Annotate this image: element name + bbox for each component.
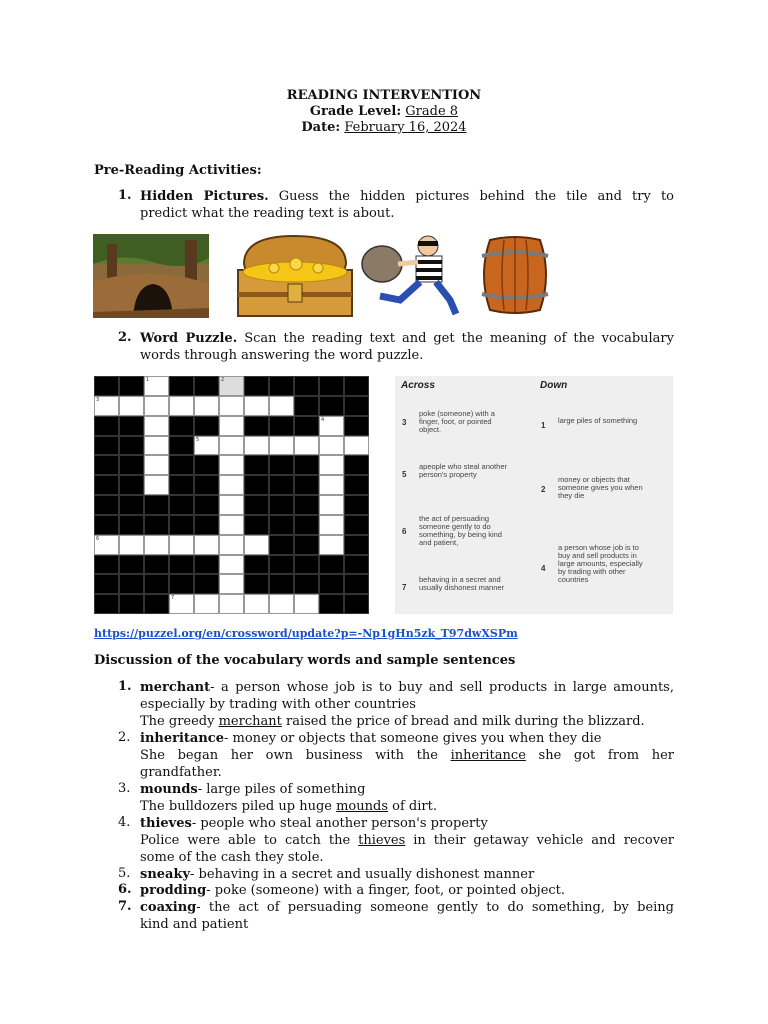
crossword-block xyxy=(194,555,219,575)
sample-sentence-cont: grandfather. xyxy=(140,765,222,780)
vocab-definition xyxy=(140,781,674,798)
crossword-block xyxy=(294,416,319,436)
clue-text: large piles of something xyxy=(558,416,638,425)
crossword-cell[interactable] xyxy=(244,396,269,416)
crossword-block xyxy=(244,555,269,575)
crossword-block xyxy=(169,555,194,575)
crossword-block xyxy=(169,455,194,475)
crossword-block xyxy=(294,515,319,535)
crossword-cell[interactable] xyxy=(144,535,169,555)
crossword-block xyxy=(269,475,294,495)
vocab-definition xyxy=(140,815,674,832)
sample-sentence-cont: some of the cash they stole. xyxy=(140,850,324,865)
clue-text: poke (someone) with a finger, foot, or pointed object. xyxy=(419,409,495,434)
crossword-block xyxy=(144,515,169,535)
hidden-pictures-text: Guess the hidden pictures behind the tile and try to xyxy=(268,189,674,204)
crossword-block xyxy=(169,436,194,456)
clue-text: a person whose job is to buy and sell products in large amounts, especially by trading with other countries xyxy=(558,543,643,584)
crossword-block xyxy=(269,555,294,575)
vocab-def-text: - people who steal another person's property xyxy=(191,816,488,831)
item-number: 4. xyxy=(118,815,131,830)
crossword-block xyxy=(194,416,219,436)
crossword-cell[interactable] xyxy=(294,436,319,456)
sentence-text: of dirt. xyxy=(388,799,437,814)
crossword-cell[interactable] xyxy=(169,535,194,555)
crossword-cell[interactable] xyxy=(269,594,294,614)
treasure-chest-image xyxy=(234,234,356,318)
grade-level-line xyxy=(0,104,768,120)
crossword-block xyxy=(319,574,344,594)
clue-number: 4 xyxy=(541,564,546,573)
vocab-definition-cont: kind and patient xyxy=(140,917,249,932)
sentence-text: The bulldozers piled up huge xyxy=(140,799,337,814)
vocab-word: sneaky xyxy=(140,867,191,882)
word-puzzle-line2: words through answering the word puzzle. xyxy=(140,348,424,363)
crossword-cell[interactable] xyxy=(144,455,169,475)
cave-image xyxy=(93,234,209,318)
crossword-block xyxy=(119,475,144,495)
vocab-definition xyxy=(140,899,674,916)
hidden-pictures-line2: predict what the reading text is about. xyxy=(140,206,395,221)
vocab-def-text: - poke (someone) with a finger, foot, or pointed object. xyxy=(206,883,566,898)
crossword-block xyxy=(94,515,119,535)
crossword-block xyxy=(344,574,369,594)
vocab-definition xyxy=(140,730,674,747)
crossword-block xyxy=(194,495,219,515)
item-number: 3. xyxy=(118,781,131,796)
grade-level-label: Grade Level: xyxy=(309,104,402,119)
crossword-block xyxy=(244,455,269,475)
item-number: 5. xyxy=(118,866,131,881)
cell-number: 3 xyxy=(96,396,100,403)
word-puzzle-title: Word Puzzle. xyxy=(140,331,238,346)
crossword-block xyxy=(244,515,269,535)
crossword-block xyxy=(294,535,319,555)
crossword-cell[interactable] xyxy=(219,555,244,575)
crossword-cell[interactable] xyxy=(244,436,269,456)
pre-reading-heading: Pre-Reading Activities: xyxy=(94,163,262,178)
crossword-cell[interactable] xyxy=(144,416,169,436)
date-label: Date: xyxy=(301,120,341,135)
crossword-cell[interactable] xyxy=(319,475,344,495)
word-puzzle-line1 xyxy=(140,330,674,347)
sentence-keyword: merchant xyxy=(218,714,282,729)
crossword-block xyxy=(144,495,169,515)
crossword-cell[interactable] xyxy=(194,594,219,614)
clue-number: 5 xyxy=(402,470,407,479)
vocab-def-text: - a person whose job is to buy and sell products in large amounts, xyxy=(210,680,674,695)
crossword-block xyxy=(194,515,219,535)
sentence-text: Police were able to catch the xyxy=(140,833,359,848)
hidden-pictures-line1 xyxy=(140,188,674,205)
crossword-block xyxy=(344,416,369,436)
thief-image xyxy=(360,234,466,318)
vocab-word: mounds xyxy=(140,782,198,797)
discussion-heading: Discussion of the vocabulary words and sample sentences xyxy=(94,653,516,668)
vocab-word: thieves xyxy=(140,816,192,831)
crossword-block xyxy=(294,495,319,515)
crossword-cell[interactable] xyxy=(269,396,294,416)
crossword-block xyxy=(94,376,119,396)
vocab-definition-cont: especially by trading with other countries xyxy=(140,697,416,712)
clue-number: 6 xyxy=(402,527,407,536)
crossword-block xyxy=(344,455,369,475)
clue-number: 7 xyxy=(402,583,407,592)
crossword-block xyxy=(119,555,144,575)
crossword-block xyxy=(294,574,319,594)
sentence-keyword: inheritance xyxy=(450,748,526,763)
vocab-word: merchant xyxy=(140,680,211,695)
crossword-block xyxy=(169,495,194,515)
crossword-block xyxy=(269,495,294,515)
crossword-cell[interactable] xyxy=(169,396,194,416)
clue-text: apeople who steal another person's property xyxy=(419,462,507,479)
crossword-cell[interactable] xyxy=(144,436,169,456)
crossword-block xyxy=(244,495,269,515)
crossword-block xyxy=(294,455,319,475)
crossword-block xyxy=(269,376,294,396)
crossword-block xyxy=(119,436,144,456)
crossword-block xyxy=(94,495,119,515)
crossword-cell[interactable] xyxy=(344,436,369,456)
cell-number: 2 xyxy=(221,377,225,383)
crossword-block xyxy=(94,455,119,475)
item-number: 6. xyxy=(118,882,132,897)
sentence-text: The greedy xyxy=(140,714,219,729)
item-number: 1. xyxy=(118,679,132,694)
crossword-clues-panel xyxy=(395,376,673,614)
clue-number: 1 xyxy=(541,421,546,430)
cell-number: 5 xyxy=(196,436,200,443)
sample-sentence xyxy=(140,747,674,764)
vocab-definition xyxy=(140,679,674,696)
vocab-definition xyxy=(140,882,674,899)
cell-number: 1 xyxy=(146,377,150,383)
crossword-cell[interactable] xyxy=(319,416,344,436)
crossword-block xyxy=(119,416,144,436)
clue-number: 3 xyxy=(402,418,407,427)
crossword-block xyxy=(344,515,369,535)
hidden-pictures-title: Hidden Pictures. xyxy=(140,189,269,204)
sample-sentence xyxy=(140,798,674,815)
crossword-cell[interactable] xyxy=(219,594,244,614)
crossword-cell[interactable] xyxy=(169,594,194,614)
crossword-cell[interactable] xyxy=(219,416,244,436)
crossword-cell[interactable] xyxy=(144,376,169,396)
crossword-block xyxy=(344,495,369,515)
crossword-cell[interactable] xyxy=(244,535,269,555)
crossword-cell[interactable] xyxy=(244,594,269,614)
sentence-text: raised the price of bread and milk during the blizzard. xyxy=(281,714,645,729)
crossword-block xyxy=(94,555,119,575)
date-value: February 16, 2024 xyxy=(344,120,467,135)
crossword-cell[interactable] xyxy=(269,436,294,456)
crossword-block xyxy=(269,535,294,555)
crossword-cell[interactable] xyxy=(294,594,319,614)
crossword-cell[interactable] xyxy=(119,396,144,416)
cell-number: 7 xyxy=(171,595,175,602)
vocab-definition xyxy=(140,866,674,883)
crossword-block xyxy=(344,376,369,396)
crossword-block xyxy=(294,396,319,416)
crossword-block xyxy=(194,455,219,475)
clue-text: the act of persuading someone gently to do something, by being kind and patient, xyxy=(419,514,502,547)
crossword-block xyxy=(269,515,294,535)
crossword-block xyxy=(269,455,294,475)
crossword-block xyxy=(94,436,119,456)
crossword-block xyxy=(144,594,169,614)
barrel-image xyxy=(478,236,552,314)
crossword-cell[interactable] xyxy=(194,436,219,456)
crossword-block xyxy=(194,376,219,396)
crossword-block xyxy=(344,555,369,575)
crossword-cell[interactable] xyxy=(319,495,344,515)
crossword-block xyxy=(119,594,144,614)
cell-number: 4 xyxy=(321,416,325,423)
sentence-text: She began her own business with the xyxy=(140,748,451,763)
crossword-block xyxy=(169,416,194,436)
crossword-cell[interactable] xyxy=(319,455,344,475)
crossword-cell[interactable] xyxy=(94,396,119,416)
clue-text: money or objects that someone gives you when they die xyxy=(558,475,643,500)
crossword-block xyxy=(144,574,169,594)
clue-text: behaving in a secret and usually dishonest manner xyxy=(419,575,505,592)
crossword-block xyxy=(119,574,144,594)
crossword-block xyxy=(244,416,269,436)
crossword-block xyxy=(169,515,194,535)
clue-number: 2 xyxy=(541,485,546,494)
crossword-cell[interactable] xyxy=(144,396,169,416)
crossword-cell[interactable] xyxy=(219,455,244,475)
date-line xyxy=(0,120,768,136)
crossword-block xyxy=(319,594,344,614)
crossword-cell[interactable] xyxy=(219,396,244,416)
cell-number: 6 xyxy=(96,535,100,542)
crossword-block xyxy=(344,535,369,555)
vocab-def-text: - behaving in a secret and usually dishonest manner xyxy=(190,867,535,882)
crossword-block xyxy=(119,515,144,535)
crossword-block xyxy=(94,475,119,495)
crossword-block xyxy=(169,376,194,396)
sentence-text: she got from her xyxy=(525,748,674,763)
crossword-block xyxy=(269,416,294,436)
crossword-block xyxy=(94,416,119,436)
item-number: 2. xyxy=(118,730,131,745)
vocab-word: inheritance xyxy=(140,731,224,746)
sample-sentence xyxy=(140,713,674,730)
crossword-cell[interactable] xyxy=(319,535,344,555)
crossword-block xyxy=(344,396,369,416)
crossword-block xyxy=(144,555,169,575)
puzzle-link[interactable]: https://puzzel.org/en/crossword/update?p=-Np1gHn5zk_T97dwXSPm xyxy=(94,627,518,640)
crossword-block xyxy=(244,376,269,396)
crossword-cell[interactable] xyxy=(194,535,219,555)
crossword-block xyxy=(269,574,294,594)
grade-level-value: Grade 8 xyxy=(405,104,459,119)
sentence-text: in their getaway vehicle and recover xyxy=(405,833,674,848)
crossword-cell[interactable] xyxy=(319,436,344,456)
crossword-block xyxy=(194,574,219,594)
crossword-block xyxy=(244,475,269,495)
crossword-block xyxy=(94,594,119,614)
down-heading: Down xyxy=(540,380,568,391)
crossword-cell[interactable] xyxy=(144,475,169,495)
crossword-block xyxy=(94,574,119,594)
crossword-block xyxy=(119,495,144,515)
sample-sentence xyxy=(140,832,674,849)
crossword-cell[interactable] xyxy=(219,574,244,594)
crossword-cell[interactable] xyxy=(219,475,244,495)
crossword-block xyxy=(194,475,219,495)
crossword-cell[interactable] xyxy=(119,535,144,555)
sentence-keyword: mounds xyxy=(336,799,388,814)
crossword-cell[interactable] xyxy=(94,535,119,555)
crossword-block xyxy=(294,475,319,495)
crossword-cell[interactable] xyxy=(194,396,219,416)
crossword-cell[interactable] xyxy=(219,376,244,396)
crossword-block xyxy=(169,574,194,594)
vocab-word: coaxing xyxy=(140,900,197,915)
crossword-block xyxy=(344,594,369,614)
crossword-grid xyxy=(94,376,369,614)
crossword-block xyxy=(119,376,144,396)
vocab-def-text: - large piles of something xyxy=(197,782,366,797)
crossword-block xyxy=(169,475,194,495)
crossword-block xyxy=(244,574,269,594)
crossword-block xyxy=(319,396,344,416)
vocab-def-text: - money or objects that someone gives you when they die xyxy=(223,731,602,746)
item-number: 7. xyxy=(118,899,132,914)
sentence-keyword: thieves xyxy=(358,833,406,848)
crossword-cell[interactable] xyxy=(219,515,244,535)
crossword-block xyxy=(294,555,319,575)
vocab-word: prodding xyxy=(140,883,207,898)
crossword-cell[interactable] xyxy=(219,495,244,515)
crossword-block xyxy=(319,555,344,575)
across-heading: Across xyxy=(401,380,435,391)
vocab-def-text: - the act of persuading someone gently to do something, by being xyxy=(196,900,674,915)
document-title: READING INTERVENTION xyxy=(286,88,482,103)
crossword-block xyxy=(319,376,344,396)
crossword-block xyxy=(119,455,144,475)
crossword-cell[interactable] xyxy=(219,535,244,555)
crossword-block xyxy=(344,475,369,495)
item-number: 2. xyxy=(118,330,132,345)
item-number: 1. xyxy=(118,188,132,203)
word-puzzle-text: Scan the reading text and get the meaning of the vocabulary xyxy=(237,331,674,346)
crossword-cell[interactable] xyxy=(319,515,344,535)
crossword-cell[interactable] xyxy=(219,436,244,456)
crossword-block xyxy=(294,376,319,396)
